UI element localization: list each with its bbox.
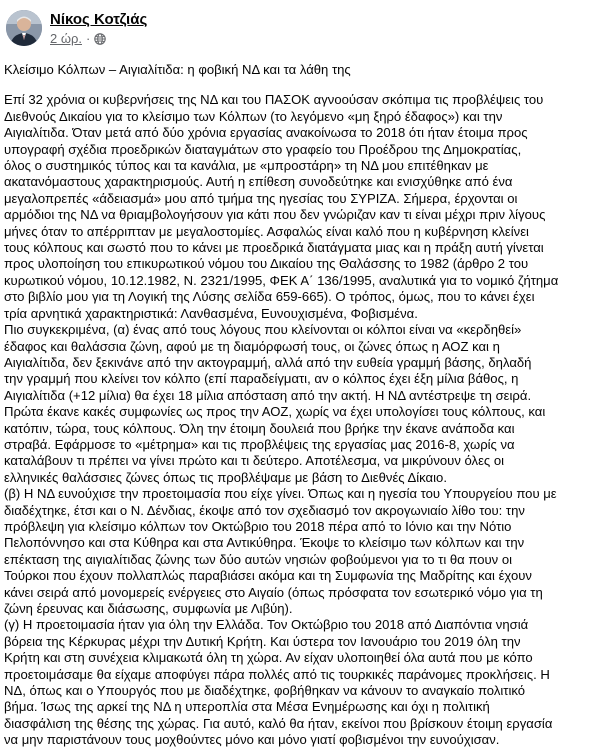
post-timestamp[interactable]: 2 ώρ.	[50, 30, 82, 46]
text-line: μήνες όταν το απέρριπταν με μεγαλοστομίες. Ασφαλώς είναι καλό που η κυβέρνηση κλείνει	[4, 223, 529, 239]
text-line: μεγαλοπρεπές «άδειασμά» μου από τμήμα της ηγεσίας του ΣΥΡΙΖΑ. Σήμερα, έρχονται οι	[4, 190, 518, 206]
author-name[interactable]: Νίκος Κοτζιάς	[50, 10, 148, 28]
text-line: προς υλοποίηση του επικυρωτικού νόμου του Δικαίου της Θαλάσσης το 1982 (άρθρο 2 του	[4, 256, 529, 272]
text-line: υπογραφή σχέδια προεδρικών διαταγμάτων στο γραφείο του Προέδρου της Δημοκρατίας,	[4, 141, 522, 157]
text-line: ακατανόμαστους χαρακτηρισμούς. Αυτή η επίθεση συνοδεύτηκε και ενισχύθηκε από ένα	[4, 174, 513, 190]
text-line: Κρήτη και στη συνέχεια κλιμακωτά όλη τη χώρα. Αν είχαν υλοποιηθεί όλα αυτά που με κόπο	[4, 650, 533, 666]
text-line: Αιγιαλίτιδα, δεν ξεκινάνε από την ακτογραμμή, αλλά από την ευθεία γραμμή βάσης, δηλαδή	[4, 354, 532, 370]
text-line: Πρώτα έκανε κακές συμφωνίες ως προς την ΑΟΖ, χωρίς να έχει υπολογίσει τους κόλπους, και	[4, 404, 546, 420]
text-line: Τούρκοι που έχουν πολλαπλώς παραβιάσει ακόμα και τη Συμφωνία της Μαδρίτης και έχουν	[4, 568, 532, 584]
text-line: (γ) Η προετοιμασία ήταν για όλη την Ελλάδα. Τον Οκτώβριο του 2018 από Διαπόντια νησιά	[4, 617, 529, 633]
avatar[interactable]	[6, 10, 42, 46]
text-line: όλος ο συστημικός τύπος και τα κανάλια, με «μπροστάρη» τη ΝΔ μου επιτέθηκαν με	[4, 158, 489, 174]
text-line: κυρωτικού νόμου, 10.12.1982, Ν. 2321/1995, ΦΕΚ Α΄ 136/1995, αναλυτικά για το νομικό ζήτημα	[4, 272, 559, 288]
text-line: βόρεια της Κέρκυρας μέχρι την Δυτική Κρήτη. Και ύστερα τον Ιανουάριο του 2019 όλη την	[4, 633, 521, 649]
text-line: στραβά. Εφάρμοσε το «μέτρημα» και τις προβλέψεις της εργασίας μας 2016-8, χωρίς να	[4, 436, 515, 452]
text-line: πρόβλεψη για κλείσιμο κόλπων τον Οκτώβριο του 2018 πέρα από το Ιόνιο και την Νότιο	[4, 518, 512, 534]
text-line: Επί 32 χρόνια οι κυβερνήσεις της ΝΔ και του ΠΑΣΟΚ αγνοούσαν σκόπιμα τις προβλέψεις του	[4, 92, 544, 108]
text-line: στο βιβλίο μου για τη Λογική της Λύσης σελίδα 659-665). Ο τρόπος, όμως, που το κάνει έχει	[4, 289, 535, 305]
text-line: (β) Η ΝΔ ευνούχισε την προετοιμασία που είχε γίνει. Όπως και η ηγεσία του Υπουργείου που με	[4, 486, 557, 502]
text-line: Πιο συγκεκριμένα, (α) ένας από τους λόγους που κλείνονται οι κόλποι είναι να «κερδηθεί»	[4, 322, 522, 338]
text-line: επέκταση της αιγιαλίτιδας ζώνης των δύο αυτών νησιών φοβούμενοι για το τι θα πουν οι	[4, 551, 513, 567]
meta-separator: ·	[86, 30, 91, 46]
avatar-photo	[6, 10, 42, 46]
post-body	[4, 62, 600, 749]
text-line: έδαφος και θαλάσσια ζώνη, αφού με τη διαμόρφωσή τους, οι ζώνες όπως η ΑΟΖ και η	[4, 338, 500, 354]
text-line: αρμόδιοι της ΝΔ να θριαμβολογήσουν για κάτι που δεν γνώριζαν καν τι είναι μέχρι πριν λίγους	[4, 207, 546, 223]
text-line: κατόπιν, τώρα, τους κόλπους. Όλη την έτοιμη δουλειά που βρήκε την έκανε ανάποδα και	[4, 420, 515, 436]
text-line: ΝΔ, όπως και ο Υπουργός που με διαδέχτηκε, φοβήθηκαν να κάνουν το αναγκαίο πολιτικό	[4, 683, 526, 699]
text-line: καταλάβουν τι πρέπει να γίνει πρώτο και τι δεύτερο. Αποτέλεσμα, να μικρύνουν όλες οι	[4, 453, 505, 469]
text-line: Αιγιαλίτιδα (+12 μίλια) θα έχει 18 μίλια απόσταση από την ακτή. Η ΝΔ αντέστρεψε τη σειρά.	[4, 387, 532, 403]
text-line: ελληνικές θαλάσσιες ζώνες όπως τις προβλέψαμε με βάση το Διεθνές Δίκαιο.	[4, 469, 447, 485]
text-line: Διεθνούς Δικαίου για το κλείσιμο των Κόλπων (το λεγόμενο «μη ξηρό έδαφος») και την	[4, 108, 503, 124]
post-header	[4, 0, 600, 56]
text-line: ζώνη έρευνας και διάσωσης, συμφωνία με Λιβύη).	[4, 601, 293, 616]
text-line: διαδέχτηκε, έτσι και ο Ν. Δένδιας, έκοψε από τον σχεδιασμό τον ακρογωνιαίο λίθο του: την	[4, 502, 525, 518]
globe-icon[interactable]	[94, 33, 106, 45]
text-line: κάνει σειρά από μονομερείς ενέργειες στο Αιγαίο (όπως πρόσφατα τον εσωτερικό νόμο για τη	[4, 584, 543, 600]
text-line: Αιγιαλίτιδα. Όταν μετά από δύο χρόνια εργασίας ανακοίνωσα το 2018 ότι ήταν έτοιμα προς	[4, 125, 528, 141]
text-line: τρία αρνητικά χαρακτηριστικά: Λανθασμένα, Ευνουχισμένα, Φοβισμένα.	[4, 305, 418, 321]
post-title: Κλείσιμο Κόλπων – Αιγιαλίτιδα: η φοβική ΝΔ και τα λάθη της	[4, 62, 351, 77]
header-text	[50, 10, 147, 47]
post-meta	[50, 31, 147, 47]
text-line: προετοιμάσαμε θα είχαμε αποφύγει πάρα πολλές από τις τουρκικές παράνομες προκλήσεις. Η	[4, 666, 550, 682]
text-line: βήμα. Ίσως της αρκεί της ΝΔ η υπεροπλία στα Μέσα Ενημέρωσης και όχι η πολιτική	[4, 699, 490, 715]
text-line: να μην παριστάνουν τους μοχθούντες μόνο και μόνο γιατί φοβισμένοι την ευνούχισαν.	[4, 732, 500, 748]
text-line: την γραμμή που κλείνει τον κόλπο (επί παραδείγματι, αν ο κόλπος έχει έξη μίλια βάθος, η	[4, 371, 519, 387]
post-text	[4, 92, 594, 748]
text-line: διασφάλιση της θέσης της χώρας. Για αυτό, καλό θα ήταν, εκείνοι που βρίσκουν έτοιμη εργασία	[4, 715, 553, 731]
text-line: τους κόλπους και σωστό που το κάνει με προεδρικά διατάγματα μιας και η πράξη αυτή γίνεται	[4, 240, 544, 256]
text-line: Πελοπόννησο και στα Κύθηρα και στα Αντικύθηρα. Έκοψε το κλείσιμο των κόλπων και την	[4, 535, 525, 551]
